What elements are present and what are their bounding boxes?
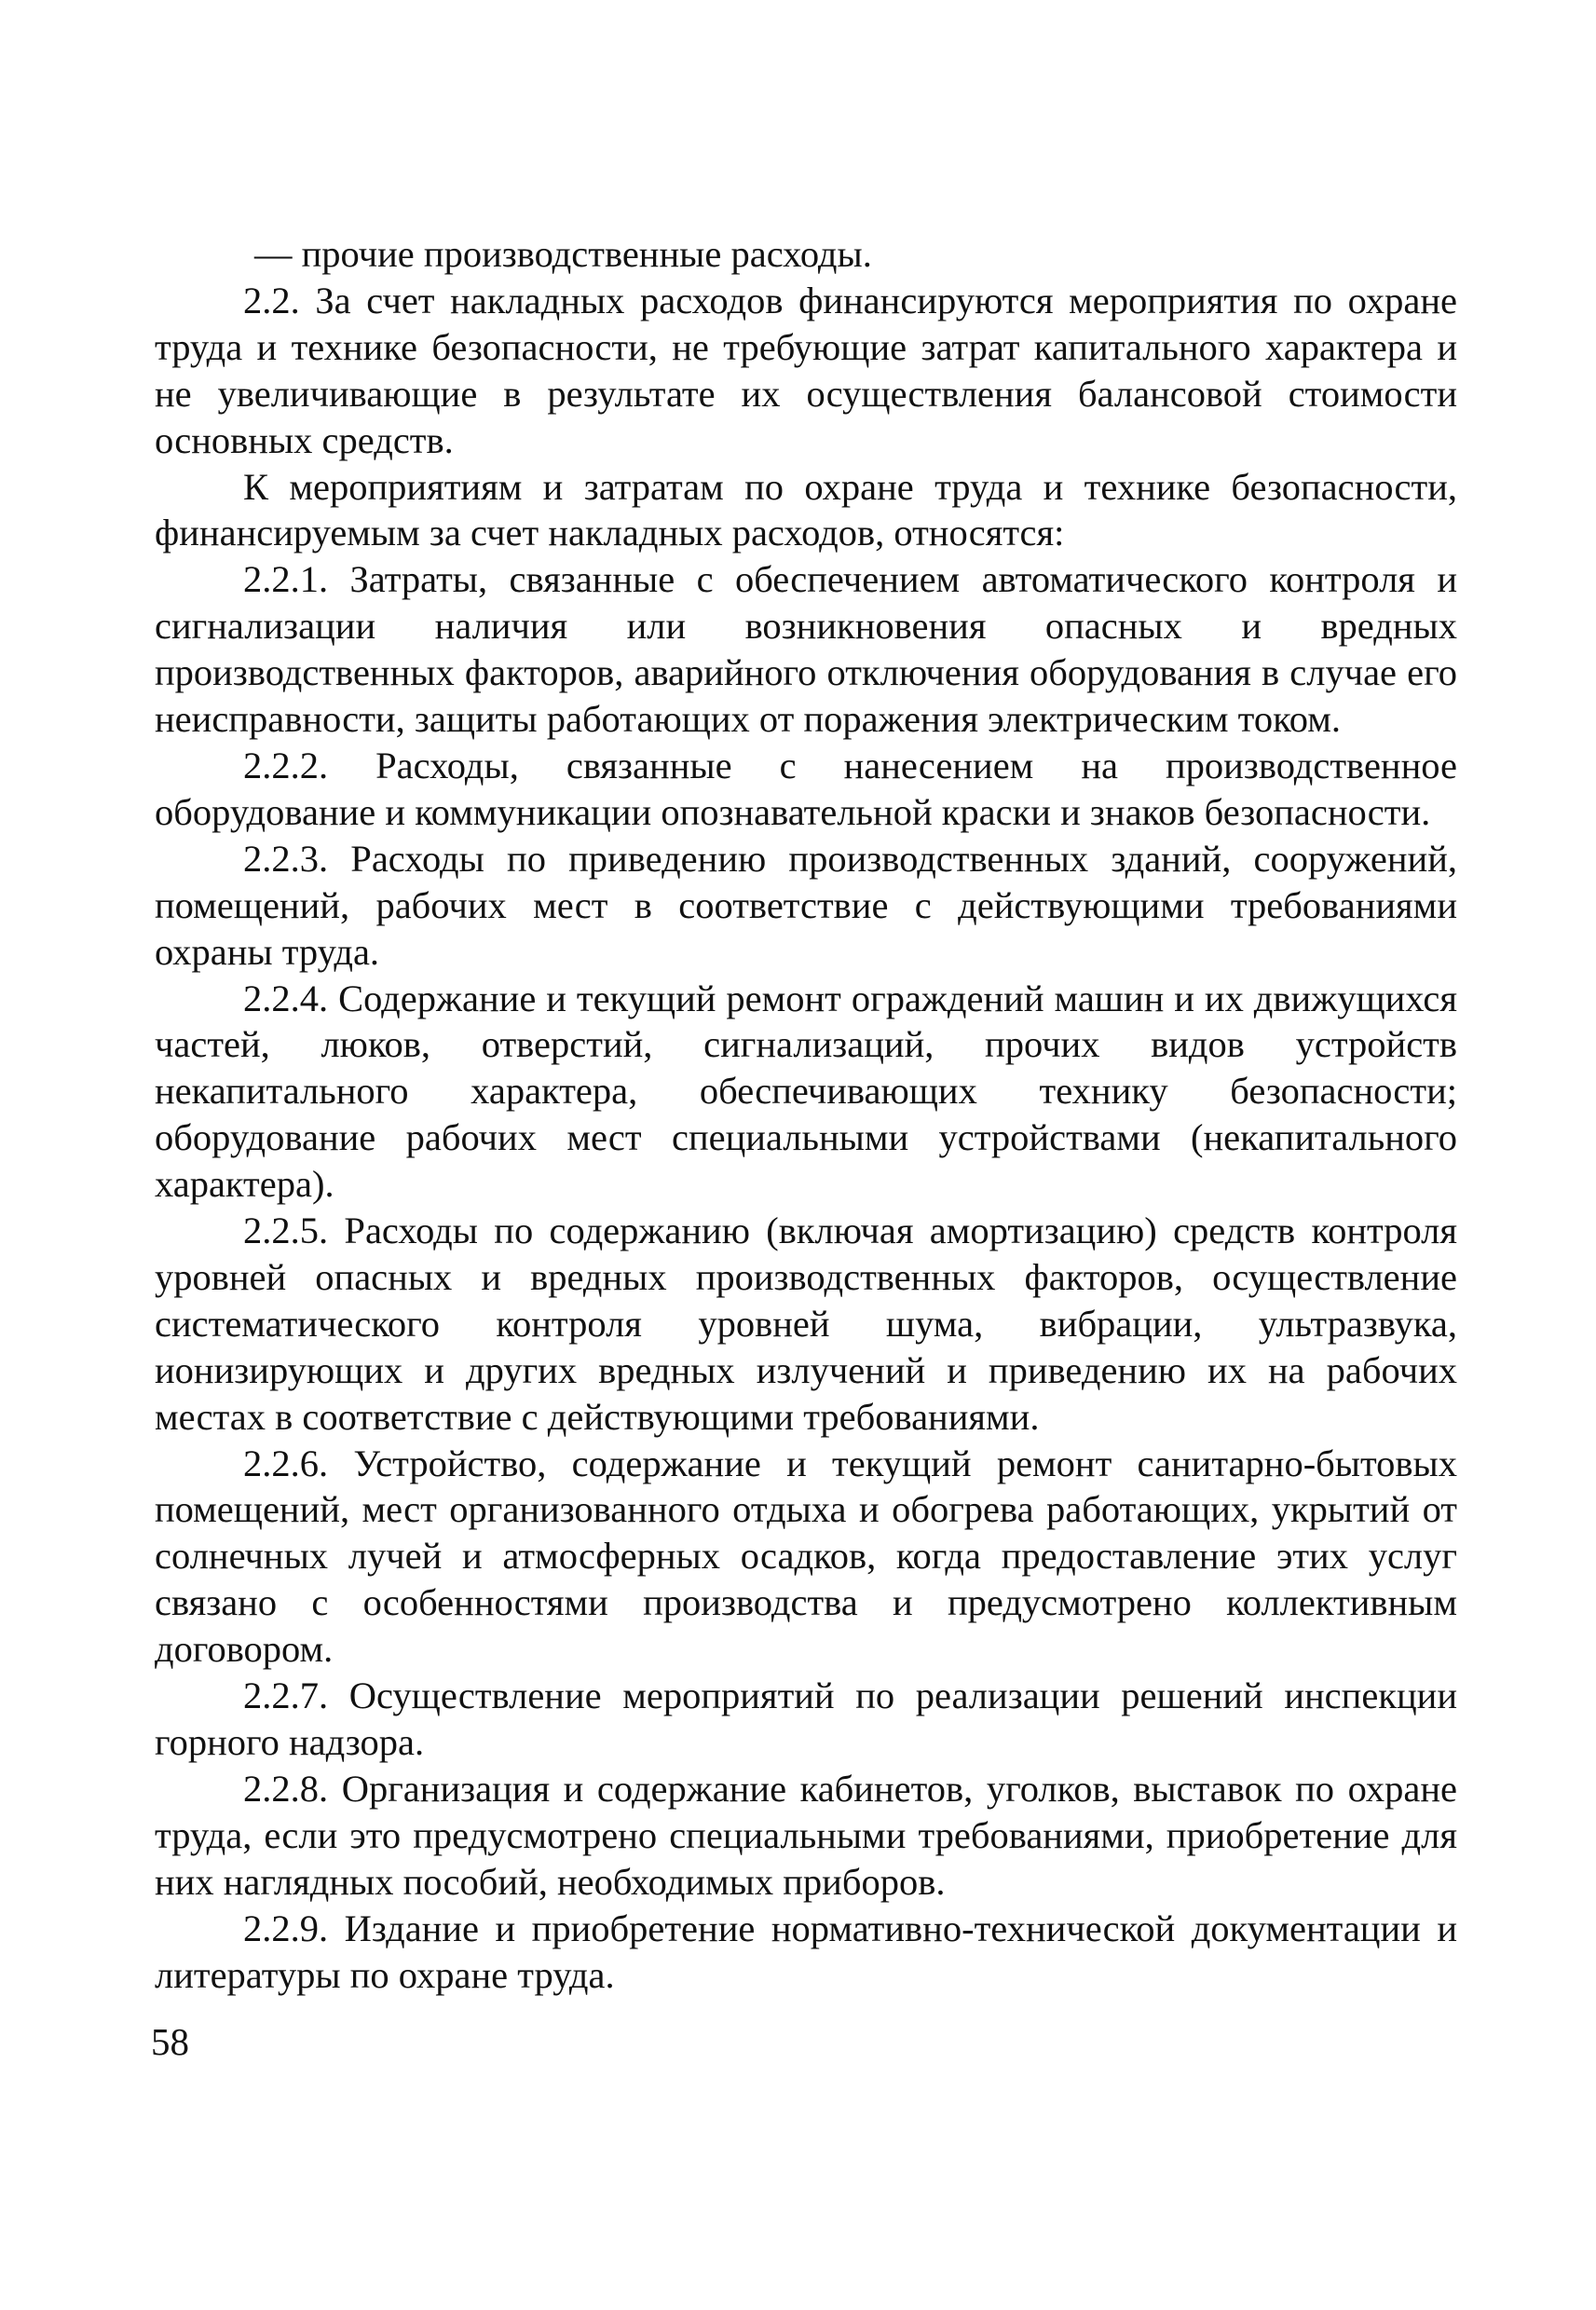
paragraph-2-2-4: 2.2.4. Содержание и текущий ремонт ограждений машин и их движущихся частей, люков, отверстий, сигнализаций, прочих видов устройств некапитального характера, обеспечивающих технику безопасности; оборудование рабочих мест специальными устройствами (некапитального характера). xyxy=(155,977,1457,1206)
paragraph-2-2-5: 2.2.5. Расходы по содержанию (включая амортизацию) средств контроля уровней опасных и вредных производственных факторов, осуществление систематического контроля уровней шума, вибрации, ультразвука, ионизирующих и других вредных излучений и приведению их на рабочих местах в соответствие с действующими требованиями. xyxy=(155,1210,1457,1438)
paragraph-2-2-9: 2.2.9. Издание и приобретение нормативно-технической документации и литературы по охране труда. xyxy=(155,1907,1457,1996)
paragraph-2-2-7: 2.2.7. Осуществление мероприятий по реализации решений инспекции горного надзора. xyxy=(155,1674,1457,1763)
paragraph-2-2: 2.2. За счет накладных расходов финансируются мероприятия по охране труда и технике безопасности, не требующие затрат капитального характера и не увеличивающие в результате их осуществления балансовой стоимости основных средств. xyxy=(155,279,1457,461)
paragraph-2-2-3: 2.2.3. Расходы по приведению производственных зданий, сооружений, помещений, рабочих мест в соответствие с действующими требованиями охраны труда. xyxy=(155,837,1457,973)
body-text xyxy=(155,231,1457,1998)
paragraph-2-2-1: 2.2.1. Затраты, связанные с обеспечением автоматического контроля и сигнализации наличия или возникновения опасных и вредных производственных факторов, аварийного отключения оборудования в случае его неисправности, защиты работающих от поражения электрическим током. xyxy=(155,558,1457,741)
paragraph-measures-intro: К мероприятиям и затратам по охране труда и технике безопасности, финансируемым за счет накладных расходов, относятся: xyxy=(155,465,1457,554)
paragraph-2-2-6: 2.2.6. Устройство, содержание и текущий ремонт санитарно-бытовых помещений, мест организованного отдыха и обогрева работающих, укрытий от солнечных лучей и атмосферных осадков, когда предоставление этих услуг связано с особенностями производства и предусмотрено коллективным договором. xyxy=(155,1442,1457,1671)
paragraph-other-expenses: — прочие производственные расходы. xyxy=(254,233,872,275)
page-number: 58 xyxy=(151,2020,189,2063)
paragraph-2-2-8: 2.2.8. Организация и содержание кабинетов, уголков, выставок по охране труда, если это предусмотрено специальными требованиями, приобретение для них наглядных пособий, необходимых приборов. xyxy=(155,1767,1457,1903)
paragraph-2-2-2: 2.2.2. Расходы, связанные с нанесением на производственное оборудование и коммуникации опознавательной краски и знаков безопасности. xyxy=(155,744,1457,833)
